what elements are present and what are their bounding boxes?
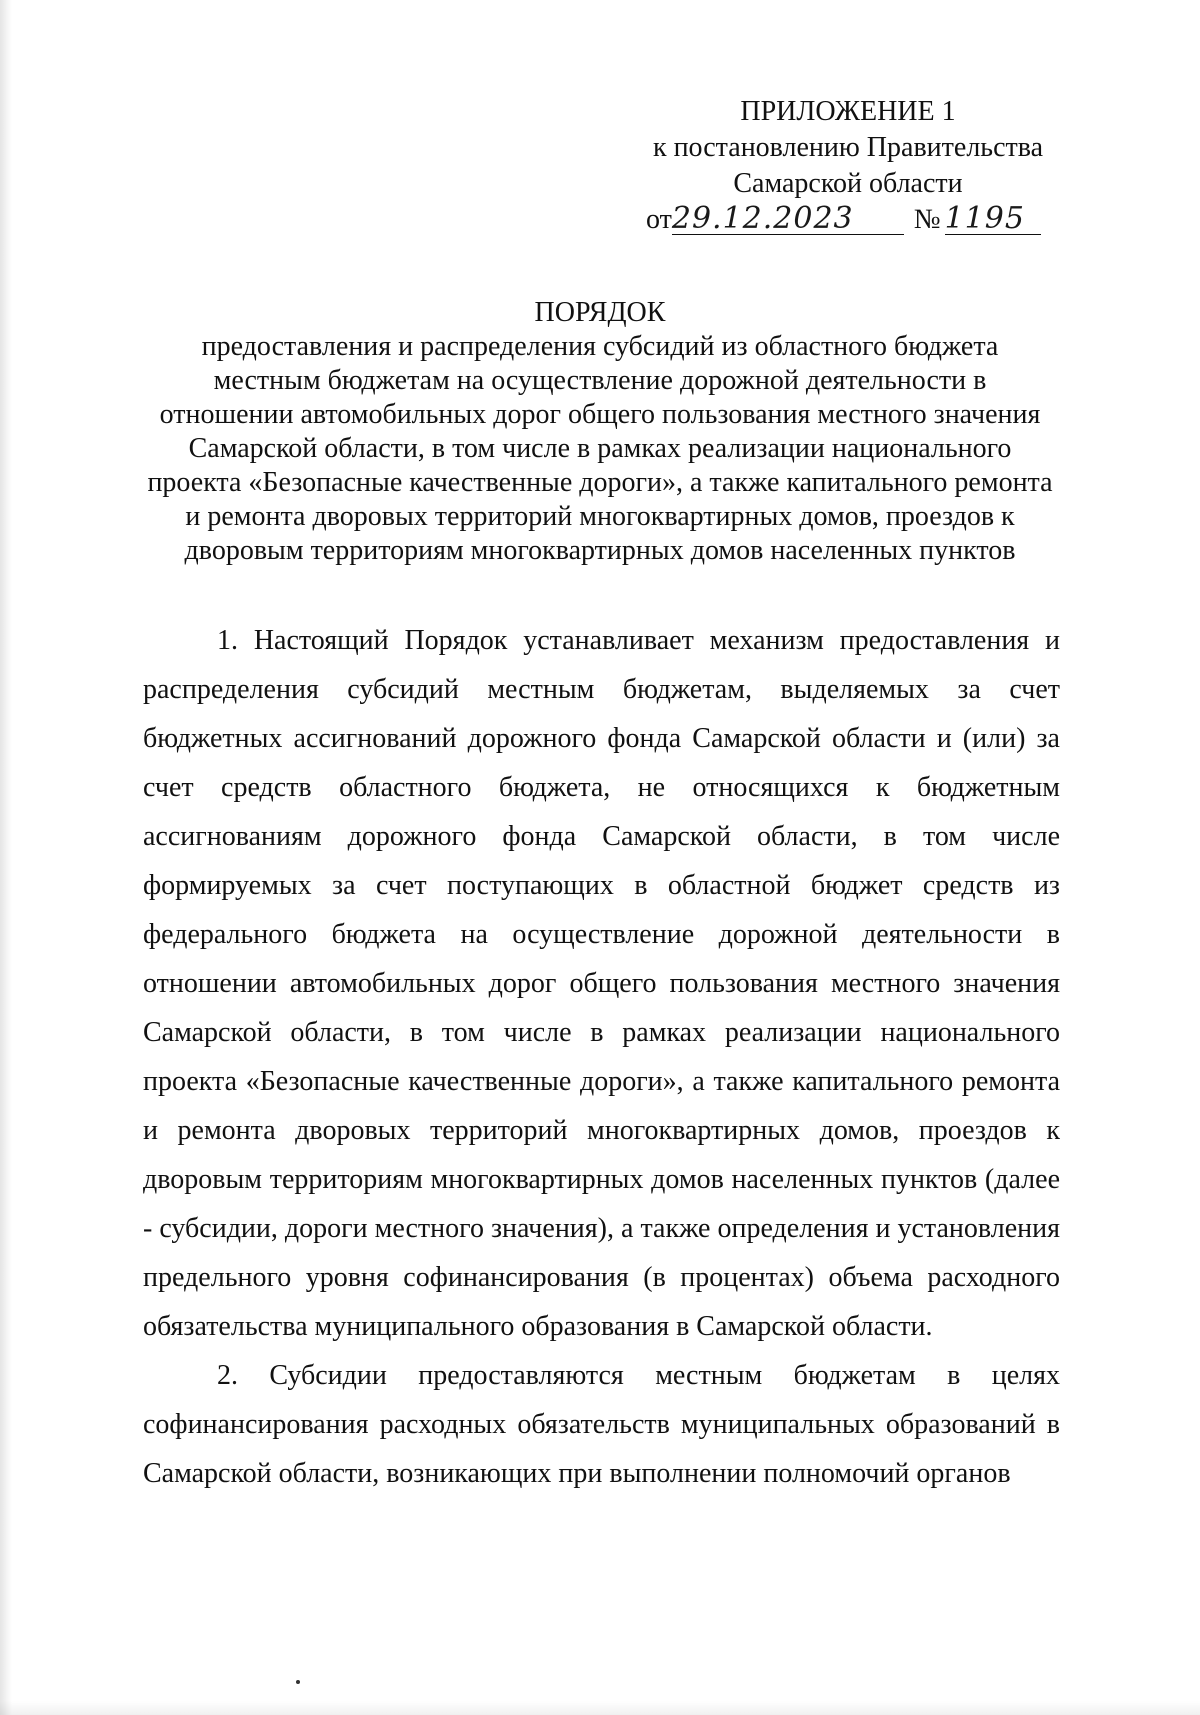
title-line: и ремонта дворовых территорий многоквартирных домов, проездов к — [185, 501, 1015, 532]
scan-edge-shadow — [0, 0, 12, 1715]
appendix-label: ПРИЛОЖЕНИЕ 1 — [740, 96, 956, 127]
number-prefix: № — [913, 204, 941, 235]
title-line: отношении автомобильных дорог общего пользования местного значения — [159, 399, 1041, 430]
title-heading: ПОРЯДОК — [534, 297, 666, 328]
appendix-header — [628, 94, 1068, 238]
title-line: предоставления и распределения субсидий из областного бюджета — [201, 331, 999, 362]
document-body — [143, 616, 1060, 1498]
appendix-line-2: Самарской области — [733, 168, 963, 199]
appendix-line-1: к постановлению Правительства — [652, 132, 1044, 163]
handwritten-number: 1195 — [945, 204, 1041, 235]
paragraph-2: 2. Субсидии предоставляются местным бюджетам в целях софинансирования расходных обязательств муниципальных образований в Самарской области, возникающих при выполнении полномочий органов — [143, 1360, 1060, 1489]
title-line: проекта «Безопасные качественные дороги», а также капитального ремонта — [147, 467, 1053, 498]
title-line: местным бюджетам на осуществление дорожной деятельности в — [213, 365, 987, 396]
title-line: дворовым территориям многоквартирных домов населенных пунктов — [184, 535, 1016, 566]
scan-speck — [296, 1680, 300, 1684]
document-title — [100, 296, 1100, 568]
scan-edge-bottom-shadow — [0, 1701, 1200, 1715]
title-line: Самарской области, в том числе в рамках реализации национального — [188, 433, 1012, 464]
paragraph-1: 1. Настоящий Порядок устанавливает механизм предоставления и распределения субсидий местным бюджетам, выделяемых за счет бюджетных ассигнований дорожного фонда Самарской области и (или) за счет средств областного бюджета, не относящихся к бюджетным ассигнованиям дорожного фонда Самарской области, в том числе формируемых за счет поступающих в областной бюджет средств из федерального бюджета на осуществление дорожной деятельности в отношении автомобильных дорог общего пользования местного значения Самарской области, в том числе в рамках реализации национального проекта «Безопасные качественные дороги», а также капитального ремонта и ремонта дворовых территорий многоквартирных домов, проездов к дворовым территориям многоквартирных домов населенных пунктов (далее - субсидии, дороги местного значения), а также определения и установления предельного уровня софинансирования (в процентах) объема расходного обязательства муниципального образования в Самарской области. — [143, 625, 1060, 1342]
handwritten-date: 29.12.2023 — [672, 204, 904, 235]
date-number-line — [628, 202, 1068, 238]
date-prefix: от — [646, 204, 672, 235]
